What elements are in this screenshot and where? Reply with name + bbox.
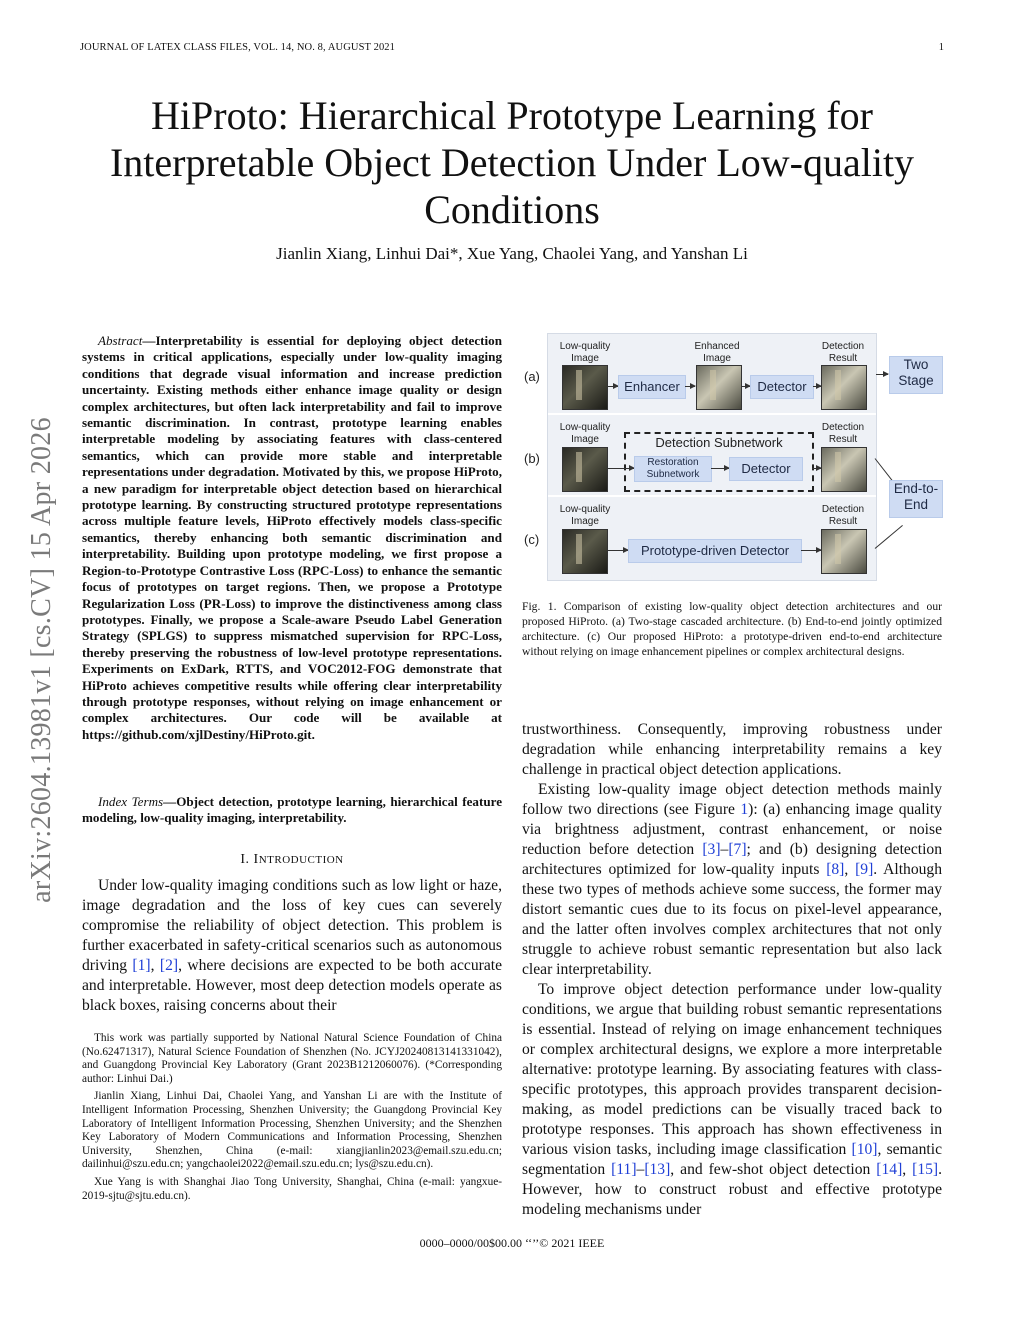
arrow — [608, 468, 634, 469]
section-initial: I — [253, 852, 259, 867]
citation-link[interactable]: [2] — [159, 957, 179, 974]
text-run: ): (a) enhancing image quality via brightness adjustment, contrast enhancement, or noise reduction before detection — [522, 801, 943, 858]
index-terms-text: —Object detection, prototype learning, hierarchical feature modeling, low-quality imaging, interpretability. — [82, 794, 503, 826]
label-detection-result: Detection Result — [821, 341, 865, 364]
figure-ref-link[interactable]: 1 — [740, 801, 749, 818]
intro-text-2: , where decisions are expected to be both accurate and interpretable. However, most deep detection models operate as black boxes, raising concerns about their — [82, 957, 502, 1014]
footnotes — [82, 1032, 502, 1207]
title-line-2: Interpretable Object Detection Under Low-quality — [109, 140, 915, 185]
author-list: Jianlin Xiang, Linhui Dai*, Xue Yang, Chaolei Yang, and Yanshan Li — [276, 244, 748, 263]
abstract-label: Abstract — [98, 333, 143, 348]
arrow — [742, 386, 750, 387]
figure-row-b — [548, 416, 876, 492]
footnote-funding: This work was partially supported by National Natural Science Foundation of China (No.62471317), Natural Science Foundation of Shenzhen (No. JCYJ20240813141331042), and Guangdong Provincial Key Laboratory (Grant 2023B1212060076). (*Corresponding author: Linhui Dai.) — [82, 1032, 502, 1085]
text-run: – — [720, 841, 729, 858]
label-detection-result: Detection Result — [821, 422, 865, 445]
arrow — [812, 468, 821, 469]
paragraph-continuation: trustworthiness. Consequently, improving robustness under degradation while enhancing interpretability remains a key challenge in practical object detection applications. — [522, 721, 942, 778]
citation-link[interactable]: [8] — [826, 861, 845, 878]
figure-1 — [547, 333, 877, 581]
title-line-1: HiProto: Hierarchical Prototype Learning for — [151, 93, 873, 138]
intro-text-1: Under low-quality imaging conditions such as low light or haze, image degradation and the loss of key cues can severely compromise the reliability of object detection. This problem is further exacerbated in safety-critical scenarios such as autonomous driving — [82, 877, 502, 974]
label-detection-result: Detection Result — [821, 504, 865, 527]
title-line-3: Conditions — [424, 187, 600, 232]
arrow — [685, 386, 695, 387]
detector-box: Detector — [750, 375, 814, 399]
section-heading-introduction — [82, 852, 502, 868]
label-low-quality-image: Low-quality Image — [559, 422, 611, 445]
citation-link[interactable]: [7] — [728, 841, 747, 858]
citation-link[interactable]: [3] — [702, 841, 721, 858]
copyright-line: 0000–0000/00$00.00 ‘‘’’© 2021 IEEE — [419, 1236, 605, 1250]
arrow — [608, 386, 618, 387]
text-run: . However, how to construct robust and effective prototype modeling mechanisms under — [522, 1161, 943, 1218]
intro-paragraph — [82, 876, 502, 1016]
two-stage-box: Two Stage — [889, 356, 943, 394]
footnote-affiliation-2: Xue Yang is with Shanghai Jiao Tong University, Shanghai, China (e-mail: yangxue-2019-sjtu@sjtu.edu.cn). — [82, 1175, 502, 1202]
low-quality-thumbnail — [562, 365, 608, 410]
citation-link[interactable]: [1] — [132, 957, 151, 974]
abstract — [82, 333, 502, 743]
right-column-text — [522, 720, 942, 1220]
text-run: Existing low-quality image object detection methods mainly follow two directions (see Figure — [522, 781, 942, 818]
page-number: 1 — [938, 42, 944, 53]
arrow — [711, 468, 729, 469]
result-thumbnail — [821, 447, 867, 492]
running-header: JOURNAL OF LATEX CLASS FILES, VOL. 14, NO. 8, AUGUST 2021 — [80, 42, 395, 53]
intro-sep: , — [150, 957, 160, 974]
paragraph-prototype-learning — [522, 980, 942, 1220]
detector-box: Detector — [729, 457, 803, 481]
enhancer-box: Enhancer — [618, 375, 686, 399]
paragraph-existing-methods — [522, 780, 942, 980]
text-run: , — [902, 1161, 913, 1178]
section-rest: NTRODUCTION — [258, 854, 344, 866]
restoration-subnetwork-box: Restoration Subnetwork — [634, 456, 712, 482]
row-divider — [548, 413, 876, 415]
citation-link[interactable]: [9] — [855, 861, 874, 878]
index-terms — [82, 794, 502, 827]
prototype-driven-detector-box: Prototype-driven Detector — [628, 539, 802, 563]
figure-tag-a: (a) — [524, 369, 540, 384]
citation-link[interactable]: [13] — [644, 1161, 671, 1178]
low-quality-thumbnail — [562, 447, 608, 492]
result-thumbnail — [821, 529, 867, 574]
detection-subnetwork-title: Detection Subnetwork — [655, 435, 783, 450]
row-divider — [548, 495, 876, 497]
arxiv-stamp: arXiv:2604.13981v1 [cs.CV] 15 Apr 2026 — [26, 417, 57, 903]
citation-link[interactable]: [14] — [876, 1161, 903, 1178]
citation-link[interactable]: [15] — [912, 1161, 939, 1178]
text-run: To improve object detection performance under low-quality conditions, we argue that building robust semantic representations is essential. Instead of relying on image enhancement techniques or complex architectural designs, we explore a more interpretable alternative: prototype learning. By associating features with class-specific prototypes, this approach provides transparent decision-making, as model predictions can be visually traced back to prototype responses. This approach has shown effectiveness in various vision tasks, including image classification — [522, 981, 942, 1158]
label-enhanced-image: Enhanced Image — [694, 341, 740, 364]
text-run: . Although these two types of methods achieve some success, the former may distort semantic cues due to its focus on pixel-level appearance, and the latter often involves complex architectures that not only struggle to achieve robust semantic representation but also lack clear interpretability. — [522, 861, 943, 978]
citation-link[interactable]: [10] — [851, 1141, 878, 1158]
text-run: , — [844, 861, 856, 878]
arrow — [801, 550, 821, 551]
text-run: , semantic segmentation — [522, 1141, 942, 1178]
paper-title — [0, 92, 1024, 233]
end-to-end-box: End-to-End — [889, 480, 943, 518]
figure-caption: Fig. 1. Comparison of existing low-quality object detection architectures and our proposed HiProto. (a) Two-stage cascaded architecture. (b) End-to-end jointly optimized architecture. (c) Our proposed HiProto: a prototype-driven end-to-end architecture without relying on image enhancement pipelines or complex architectural designs. — [522, 600, 942, 658]
connector-line — [875, 525, 903, 549]
arrow — [608, 550, 628, 551]
citation-link[interactable]: [11] — [611, 1161, 637, 1178]
footnote-affiliation: Jianlin Xiang, Linhui Dai, Chaolei Yang, and Yanshan Li are with the Institute of Intelligent Information Processing, Shenzhen University; the Guangdong Provincial Key Laboratory of Intelligent Information Processing, Shenzhen University; and the Shenzhen Key Laboratory of Modern Communications and Information Processing, Shenzhen University, Shenzhen, China (e-mail: xiangjianlin2023@email.szu.edu.cn; dailinhui@szu.edu.cn; yangchaolei2022@email.szu.edu.cn; lys@szu.edu.cn). — [82, 1090, 502, 1171]
abstract-text: —Interpretability is essential for deploying object detection systems in critical applications, especially under low-quality imaging conditions that degrade visual information and increase prediction uncertainty. Existing methods either enhance image quality or design complex architectures, but often lack interpretability and fail to improve semantic discrimination. In contrast, prototype learning enables interpretable modeling by associating features with class-centered semantics, which can provide more stable and interpretable representations under degradation. Motivated by this, we propose HiProto, a new paradigm for interpretable object detection based on hierarchical prototype learning. By constructing structured prototype representations across multiple feature levels, HiProto effectively models class-specific semantics, thereby enhancing both semantic discrimination and interpretability. Building upon prototype modeling, we first propose a Region-to-Prototype Contrastive Loss (RPC-Loss) to enhance the semantic focus of prototypes on target regions. Then, we propose a Prototype Regularization Loss (PR-Loss) to improve the distinctiveness among class prototypes. Finally, we propose a Scale-aware Pseudo Label Generation Strategy (SPLGS) to suppress mismatched supervision for RPC-Loss, thereby preserving the robustness of low-level prototype representations. Experiments on ExDark, RTTS, and VOC2012-FOG demonstrate that HiProto achieves competitive results while offering clear interpretability through prototype responses, without relying on image enhancement or complex architectures. Our code will be available at https://github.com/xjlDestiny/HiProto.git. — [82, 333, 502, 742]
result-thumbnail — [821, 365, 867, 410]
figure-row-a — [548, 334, 876, 410]
label-low-quality-image: Low-quality Image — [559, 341, 611, 364]
text-run: , and few-shot object detection — [670, 1161, 877, 1178]
text-run: ; and (b) designing detection architectures optimized for low-quality inputs — [522, 841, 942, 878]
arrow — [876, 374, 888, 375]
figure-row-c — [548, 498, 876, 574]
text-run: – — [636, 1161, 645, 1178]
label-low-quality-image: Low-quality Image — [559, 504, 611, 527]
arrow — [813, 386, 821, 387]
figure-tag-b: (b) — [524, 451, 540, 466]
enhanced-thumbnail — [696, 365, 742, 410]
low-quality-thumbnail — [562, 529, 608, 574]
figure-tag-c: (c) — [524, 532, 540, 547]
section-numeral: I. — [240, 852, 250, 867]
index-terms-label: Index Terms — [98, 794, 164, 809]
